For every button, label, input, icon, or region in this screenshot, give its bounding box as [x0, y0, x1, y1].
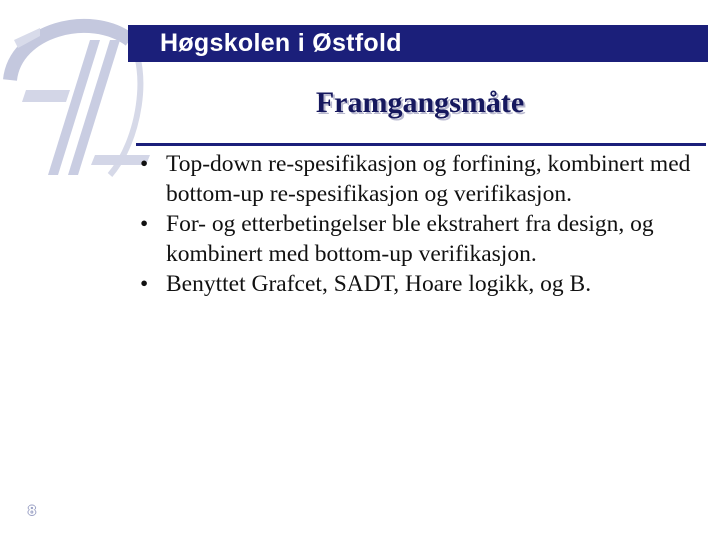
page-number: 8 — [28, 502, 36, 518]
bullet-item — [138, 150, 698, 209]
bullet-text: Benyttet Grafcet, SADT, Hoare logikk, og B. — [166, 271, 592, 297]
bullet-text: For- og etterbetingelser ble ekstrahert fra design, og kombinert med bottom-up verifikasjon. — [166, 211, 654, 267]
bullet-list — [138, 150, 698, 301]
bullet-icon: • — [140, 151, 149, 177]
bullet-item — [138, 210, 698, 269]
bullet-item — [138, 270, 698, 300]
institution-name: Høgskolen i Østfold — [160, 29, 402, 57]
bullet-icon: • — [140, 271, 149, 297]
bullet-text: Top-down re-spesifikasjon og forfining, kombinert med bottom-up re-spesifikasjon og verifikasjon. — [166, 151, 691, 207]
slide-title: Framgangsmåte — [315, 86, 525, 119]
bullet-icon: • — [140, 211, 149, 237]
title-underline — [136, 143, 706, 146]
